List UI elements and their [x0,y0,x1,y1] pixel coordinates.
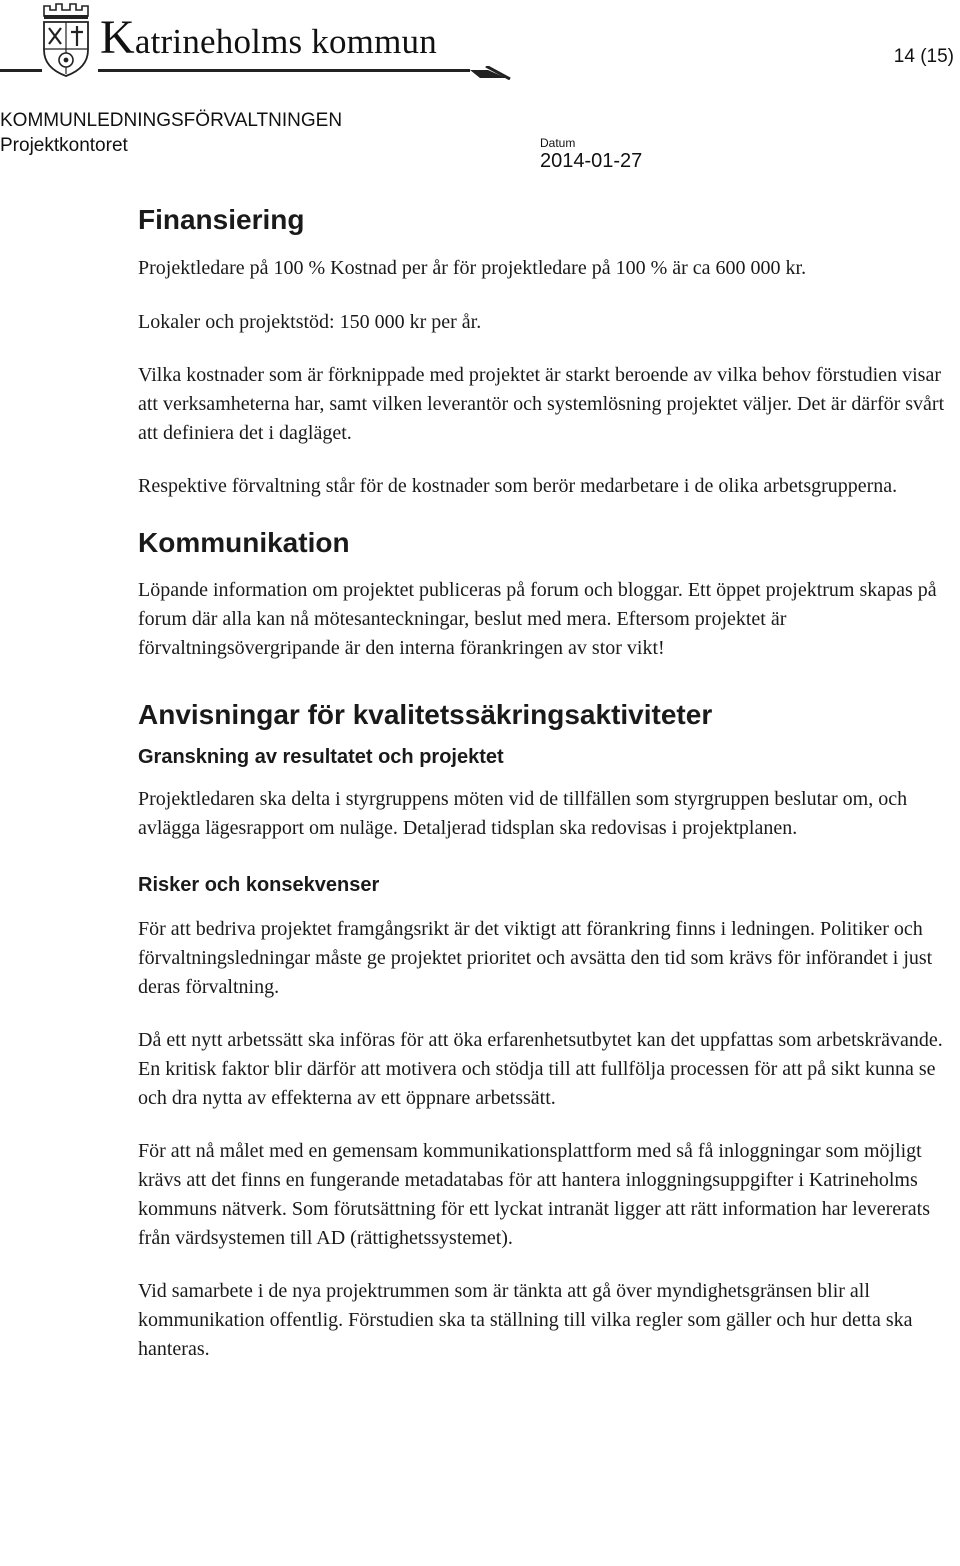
paragraph-risker-3: För att nå målet med en gemensam kommunikationsplattform med så få inloggningar som möjligt krävs att det finns en fungerande metadatabas för att hantera inloggningsuppgifter i Katrineholms kommuns nätverk. Som förutsättning för ett lyckat intranät ligger att rätt information har levererats från värdsystemen till AD (rättighetssystemet). [138,1140,930,1249]
heading-anvisningar: Anvisningar för kvalitetssäkringsaktiviteter [138,699,713,730]
wordmark-initial: K [100,11,135,64]
department-name: KOMMUNLEDNINGSFÖRVALTNINGEN [0,110,343,131]
document-body [138,202,960,1364]
paragraph-finansiering-4: Respektive förvaltning står för de kostnader som berör medarbetare i de olika arbetsgrupperna. [138,475,898,497]
heading-risker: Risker och konsekvenser [138,874,380,896]
heading-finansiering: Finansiering [138,204,305,235]
paragraph-risker-2: Då ett nytt arbetssätt ska införas för att öka erfarenhetsutbytet kan det uppfattas som arbetskrävande. En kritisk faktor blir därför att motivera och stödja till att fullfölja processen för att på sikt kunna se och dra nytta av effekterna av ett öppnare arbetssätt. [138,1029,943,1109]
wordmark-rest: atrineholms kommun [134,22,437,61]
paragraph-risker-4: Vid samarbete i de nya projektrummen som är tänkta att gå över myndighetsgränsen blir all kommunikation offentlig. Förstudien ska ta ställning till vilka regler som gäller och hur detta ska hanteras. [138,1280,913,1360]
paragraph-kommunikation-1: Löpande information om projektet publiceras på forum och bloggar. Ett öppet projektrum skapas på forum där alla kan nå mötesanteckningar, beslut med mera. Eftersom projektet är förvaltningsövergripande är den interna förankringen av stor vikt! [138,579,937,659]
heading-granskning: Granskning av resultatet och projektet [138,746,504,768]
heading-kommunikation: Kommunikation [138,527,350,558]
office-name: Projektkontoret [0,135,128,156]
paragraph-risker-1: För att bedriva projektet framgångsrikt är det viktigt att förankring finns i ledningen. Politiker och förvaltningsledningar måste ge projektet prioritet och avsätta den tid som krävs för införandet i just deras förvaltning. [138,918,933,998]
page-number: 14 (15) [893,46,954,67]
document-date: 2014-01-27 [540,150,643,172]
municipality-wordmark [100,10,437,65]
paragraph-finansiering-2: Lokaler och projektstöd: 150 000 kr per år. [138,311,482,333]
paragraph-finansiering-1: Projektledare på 100 % Kostnad per år för projektledare på 100 % är ca 600 000 kr. [138,257,807,279]
date-label: Datum [540,136,576,150]
paragraph-finansiering-3: Vilka kostnader som är förknippade med projektet är starkt beroende av vilka behov förstudien visar att verksamheterna har, samt vilken leverantör och systemlösning projektet väljer. Det är därför svårt att definiera det i dagläget. [138,364,945,444]
paragraph-granskning: Projektledaren ska delta i styrgruppens möten vid de tillfällen som styrgruppen beslutar om, och avlägga lägesrapport om nuläge. Detaljerad tidsplan ska redovisas i projektplanen. [138,788,908,839]
header-rule [0,66,520,80]
